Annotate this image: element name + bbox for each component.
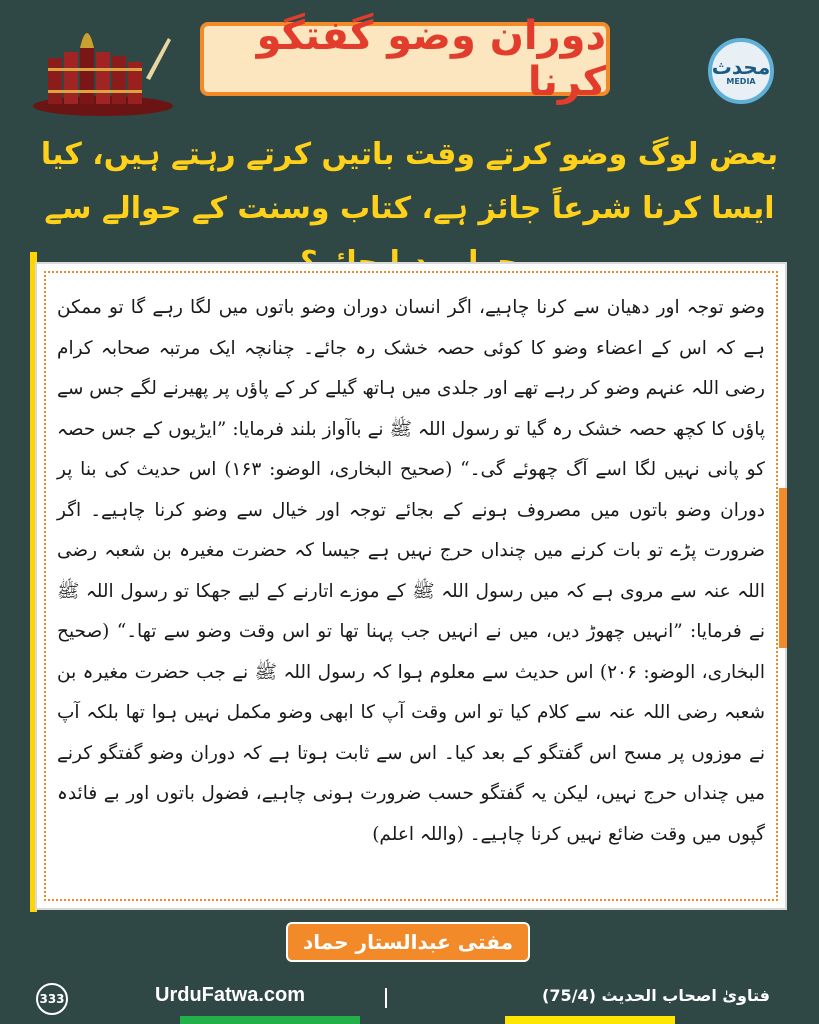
mufti-name: مفتی عبدالستار حماد [303,930,513,954]
mohaddis-media-logo [708,38,774,104]
footer-bar-green [180,1016,360,1024]
answer-text: وضو توجہ اور دھیان سے کرنا چاہیے، اگر انسان دوران وضو باتوں میں لگا رہے گا تو ممکن ہے کہ اس کے اعضاء وضو کا کوئی حصہ خشک رہ جائے۔ چنانچہ ایک مرتبہ صحابہ کرام رضی اللہ عنہم وضو کر رہے تھے اور جلدی میں ہاتھ گیلے کر کے پاؤں پر پھیرنے لگے جس سے پاؤں کا کچھ حصہ خشک رہ گیا تو رسول اللہ ﷺ نے باآواز بلند فرمایا: ”ایڑیوں کے جس حصہ کو پانی نہیں لگا اسے آگ چھوئے گی۔“ (صحیح البخاری، الوضو: ۱۶۳) اس حدیث کی بنا پر دوران وضو باتوں میں مصروف ہونے کے بجائے توجہ اور خیال سے وضو کرنا چاہیے۔ اگر ضرورت پڑے تو بات کرنے میں چنداں حرج نہیں ہے جیسا کہ حضرت مغیرہ بن شعبہ رضی اللہ عنہ سے مروی ہے کہ میں رسول اللہ ﷺ کے موزے اتارنے کے لیے جھکا تو رسول اللہ ﷺ نے فرمایا: ”انہیں چھوڑ دیں، میں نے انہیں جب پہنا تھا تو اس وقت وضو سے تھا۔“ (صحیح البخاری، الوضو: ۲۰۶) اس حدیث سے معلوم ہوا کہ رسول اللہ ﷺ نے جب حضرت مغیرہ بن شعبہ رضی اللہ عنہ سے کلام کیا تو اس وقت آپ کا ابھی وضو مکمل نہیں ہوا تھا بلکہ آپ نے موزوں پر مسح اس گفتگو کے بعد کیا۔ اس سے ثابت ہوتا ہے کہ دوران وضو گفتگو کرنے میں چنداں حرج نہیں، لیکن یہ گفتگو حسب ضرورت ہونی چاہیے، فضول باتوں اور بے فائدہ گپوں میں وقت ضائع نہیں کرنا چاہیے۔ (واللہ اعلم) [57,297,765,845]
question-text: بعض لوگ وضو کرتے وقت باتیں کرتے رہتے ہیں، کیا ایسا کرنا شرعاً جائز ہے، کتاب وسنت کے حوالے سے [40,137,779,226]
logo-subtext: MEDIA [726,76,756,86]
books-icon [28,18,178,118]
page-title: دوران وضو گفتگو کرنا [256,13,606,105]
mufti-badge [286,922,530,962]
page-number: 333 [36,983,68,1015]
answer-panel [35,262,787,910]
accent-bar-right [779,488,787,648]
footer-divider [385,988,387,1008]
page-title-box [200,13,610,105]
logo-text: محدث [711,54,771,79]
footer-bar-yellow [505,1016,675,1024]
site-link[interactable]: UrduFatwa.com [155,984,306,1006]
source-reference: فتاویٰ اصحاب الحدیث (75/4) [542,986,770,1005]
